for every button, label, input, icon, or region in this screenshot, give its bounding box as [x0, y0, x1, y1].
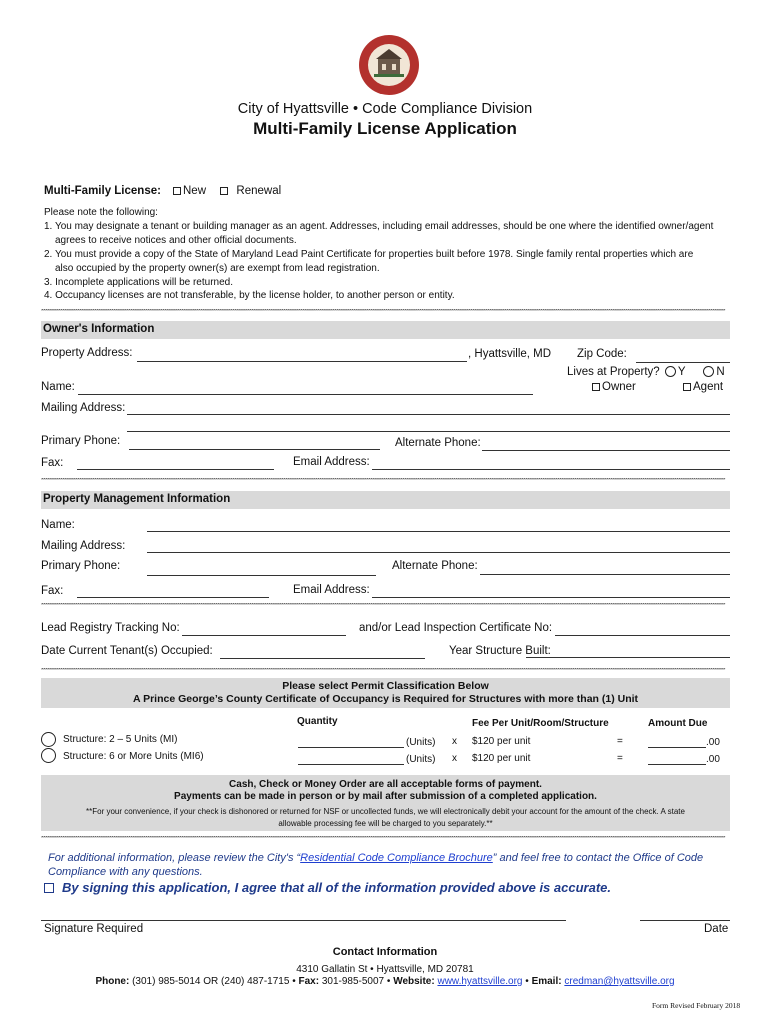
payment-line-2: Payments can be made in person or by mail after submission of a completed application.: [174, 791, 597, 802]
fee-value: $120 per unit: [472, 736, 531, 747]
lead-inspection-label: and/or Lead Inspection Certificate No:: [359, 622, 553, 634]
pm-alt-phone-label: Alternate Phone:: [392, 560, 478, 572]
additional-info-line-2: Compliance with any questions.: [48, 866, 203, 878]
contact-address: 4310 Gallatin St • Hyattsville, MD 20781: [296, 964, 474, 975]
lives-no-label: N: [716, 366, 725, 378]
pm-email-field[interactable]: [372, 597, 730, 598]
structure-mi6-label: Structure: 6 or More Units (MI6): [63, 751, 204, 762]
year-built-label: Year Structure Built:: [449, 645, 551, 657]
owner-name-field[interactable]: [78, 394, 533, 395]
date-field[interactable]: [640, 920, 730, 921]
new-checkbox[interactable]: [173, 187, 181, 195]
payment-line-1: Cash, Check or Money Order are all acceptable forms of payment.: [229, 779, 542, 790]
lives-no-radio[interactable]: [703, 366, 714, 377]
pm-fax-field[interactable]: [77, 597, 269, 598]
agree-statement[interactable]: [44, 880, 611, 895]
website-link[interactable]: www.hyattsville.org: [437, 976, 523, 987]
nsf-line-1: **For your convenience, if your check is dishonored or returned for NSF or uncollected funds, we will electronically debit your account for the amount of the check. A state: [86, 807, 685, 816]
pm-name-label: Name:: [41, 519, 75, 531]
owner-opt-label: Owner: [602, 381, 636, 393]
note-4: 4. Occupancy licenses are not transferable, by the license holder, to another person or entity.: [44, 290, 455, 301]
owner-name-label: Name:: [41, 381, 75, 393]
note-1a: 1. You may designate a tenant or building manager as an agent. Addresses, including email addresses, should be one where the identified owner/agent: [44, 221, 714, 232]
pm-mailing-field[interactable]: [147, 552, 730, 553]
license-renewal-option[interactable]: [220, 185, 281, 197]
lead-inspection-field[interactable]: [555, 635, 730, 636]
agent-opt-label: Agent: [693, 381, 724, 393]
license-new-option[interactable]: [173, 185, 206, 197]
renewal-checkbox[interactable]: [220, 187, 228, 195]
fax-value: 301-985-5007 •: [319, 976, 394, 987]
lives-at-property: [567, 366, 725, 378]
owner-mailing-field-1[interactable]: [127, 414, 730, 415]
times-sign: x: [452, 736, 457, 747]
notes-intro: Please note the following:: [44, 207, 158, 218]
owner-section-heading: Owner's Information: [41, 321, 730, 339]
separator-dot: •: [522, 976, 532, 987]
pm-primary-phone-label: Primary Phone:: [41, 560, 121, 572]
lead-tracking-label: Lead Registry Tracking No:: [41, 622, 180, 634]
renewal-label: Renewal: [236, 185, 282, 197]
fax-label: Fax:: [298, 976, 320, 987]
note-2a: 2. You must provide a copy of the State of Maryland Lead Paint Certificate for properties built before 1978. Single family rental properties which are: [44, 249, 694, 260]
agree-checkbox[interactable]: [44, 883, 54, 893]
owner-primary-phone-field[interactable]: [129, 449, 380, 450]
note-3: 3. Incomplete applications will be returned.: [44, 277, 233, 288]
info-pre: For additional information, please review the City's “: [48, 852, 301, 864]
note-2b: also occupied by the property owner(s) are exempt from lead registration.: [55, 263, 380, 274]
signature-field[interactable]: [41, 920, 566, 921]
times-sign: x: [452, 753, 457, 764]
structure-mi6-amount-field[interactable]: [648, 764, 706, 765]
units-label: (Units): [406, 754, 436, 765]
date-occupied-label: Date Current Tenant(s) Occupied:: [41, 645, 213, 657]
contact-heading: Contact Information: [332, 946, 438, 958]
owner-alt-phone-label: Alternate Phone:: [395, 437, 481, 449]
pm-primary-phone-field[interactable]: [147, 575, 376, 576]
pm-section-heading: Property Management Information: [41, 491, 730, 509]
lives-at-label: Lives at Property?: [567, 366, 660, 378]
date-label: Date: [704, 923, 729, 935]
email-label: Email:: [531, 976, 562, 987]
owner-alt-phone-field[interactable]: [482, 450, 730, 451]
units-label: (Units): [406, 737, 436, 748]
structure-mi6-radio[interactable]: [41, 748, 56, 763]
owner-mailing-label: Mailing Address:: [41, 402, 126, 414]
nsf-line-2: allowable processing fee will be charged to you separately.**: [278, 819, 493, 828]
lives-yes-label: Y: [677, 366, 686, 378]
col-fee: Fee Per Unit/Room/Structure: [472, 718, 609, 729]
city-suffix: , Hyattsville, MD: [468, 348, 552, 360]
amount-cents: .00: [706, 737, 720, 748]
pm-email-label: Email Address:: [293, 584, 370, 596]
fee-value: $120 per unit: [472, 753, 531, 764]
owner-fax-field[interactable]: [77, 469, 274, 470]
owner-mailing-field-2[interactable]: [127, 431, 730, 432]
phone-value: (301) 985-5014 OR (240) 487-1715 •: [129, 976, 299, 987]
city-seal-logo: [358, 34, 420, 96]
owner-checkbox-option[interactable]: [592, 381, 636, 393]
license-type-label: Multi-Family License:: [44, 185, 161, 197]
additional-info-line-1: [48, 852, 703, 864]
separator: **********************************************************************************************************************************************************************************************************************************************************************************************************************************: [41, 668, 725, 674]
agree-label: By signing this application, I agree that all of the information provided above is accurate.: [62, 880, 611, 895]
structure-mi-quantity-field[interactable]: [298, 747, 404, 748]
property-address-label: Property Address:: [41, 347, 133, 359]
permit-heading-2: A Prince George’s County Certificate of Occupancy is Required for Structures with more than (1) Unit: [132, 693, 639, 705]
owner-email-label: Email Address:: [293, 456, 370, 468]
page-title: Multi-Family License Application: [253, 119, 517, 138]
structure-mi-label: Structure: 2 – 5 Units (MI): [63, 734, 178, 745]
separator: **********************************************************************************************************************************************************************************************************************************************************************************************************************************: [41, 478, 725, 484]
brochure-link[interactable]: Residential Code Compliance Brochure: [300, 852, 493, 864]
separator: **********************************************************************************************************************************************************************************************************************************************************************************************************************************: [41, 836, 725, 842]
col-amount: Amount Due: [648, 718, 708, 729]
separator: **********************************************************************************************************************************************************************************************************************************************************************************************************************************: [41, 309, 725, 315]
owner-checkbox[interactable]: [592, 383, 600, 391]
lives-yes-radio[interactable]: [665, 366, 676, 377]
permit-heading-1: Please select Permit Classification Below: [282, 680, 489, 692]
email-link[interactable]: credman@hyattsville.org: [564, 976, 675, 987]
date-occupied-field[interactable]: [220, 658, 425, 659]
separator: **********************************************************************************************************************************************************************************************************************************************************************************************************************************: [41, 603, 725, 609]
equals-sign: =: [617, 736, 623, 747]
structure-mi-radio[interactable]: [41, 732, 56, 747]
note-1b: agrees to receive notices and other official documents.: [55, 235, 297, 246]
website-label: Website:: [393, 976, 435, 987]
agent-checkbox[interactable]: [683, 383, 691, 391]
owner-email-field[interactable]: [372, 469, 730, 470]
amount-cents: .00: [706, 754, 720, 765]
agent-checkbox-option[interactable]: [683, 381, 723, 393]
pm-name-field[interactable]: [147, 531, 730, 532]
property-address-field[interactable]: [137, 361, 467, 362]
form-revised-note: Form Revised February 2018: [652, 1001, 741, 1010]
year-built-field[interactable]: [526, 657, 730, 658]
structure-mi-amount-field[interactable]: [648, 747, 706, 748]
pm-fax-label: Fax:: [41, 585, 64, 597]
pm-mailing-label: Mailing Address:: [41, 540, 126, 552]
structure-mi6-quantity-field[interactable]: [298, 764, 404, 765]
contact-line: [0, 976, 770, 987]
col-quantity: Quantity: [297, 716, 338, 727]
info-post: ” and feel free to contact the Office of Code: [492, 852, 704, 864]
lead-tracking-field[interactable]: [182, 635, 346, 636]
phone-label: Phone:: [95, 976, 130, 987]
new-label: New: [183, 185, 207, 197]
org-line: City of Hyattsville • Code Compliance Division: [237, 101, 533, 117]
pm-alt-phone-field[interactable]: [480, 574, 730, 575]
owner-primary-phone-label: Primary Phone:: [41, 435, 121, 447]
signature-label: Signature Required: [44, 923, 144, 935]
owner-fax-label: Fax:: [41, 457, 64, 469]
zip-field[interactable]: [636, 362, 730, 363]
equals-sign: =: [617, 753, 623, 764]
zip-label: Zip Code:: [577, 348, 627, 360]
